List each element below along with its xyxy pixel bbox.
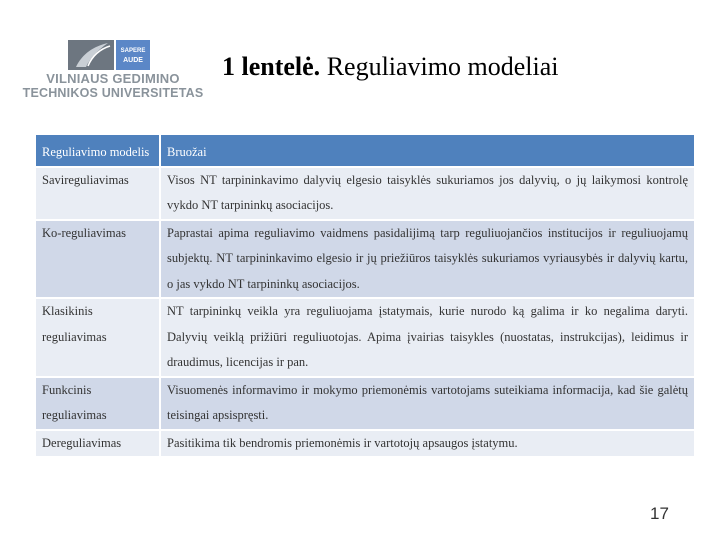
model-cell: Dereguliavimas [35,430,160,458]
table-header-row [35,134,695,167]
regulation-models-table [34,133,696,458]
table-caption: Reguliavimo modeliai [320,52,559,81]
model-cell: Funkcinis reguliavimas [35,377,160,430]
emblem-text-bottom: AUDE [123,57,143,64]
features-cell: Visos NT tarpininkavimo dalyvių elgesio taisyklės sukuriamos jos dalyvių, o jų laikymosi kontrolę vykdo NT tarpininkų asociacijos. [160,167,695,220]
page-number: 17 [650,504,669,523]
emblem-text-top: SAPERE [120,48,146,54]
table-row [35,298,695,377]
table-number: 1 lentelė. [222,52,321,81]
features-cell: NT tarpininkų veikla yra reguliuojama įstatymais, kurie nurodo ką galima ir ko negalima daryti. Dalyvių veiklą prižiūri reguliuotojas. Apima įvairias taisykles (nuostatas, instrukcijas), leidimus ir draudimus, licencijas ir pan. [160,298,695,377]
table-row [35,430,695,458]
university-emblem-icon [68,40,150,70]
slide-title [222,52,558,82]
header-model: Reguliavimo modelis [35,134,160,167]
logo-name-line2: TECHNIKOS UNIVERSITETAS [22,86,204,100]
features-cell: Visuomenės informavimo ir mokymo priemonėmis vartotojams suteikiama informacija, kad šie galėtų teisingai apsispręsti. [160,377,695,430]
features-cell: Pasitikima tik bendromis priemonėmis ir vartotojų apsaugos įstatymu. [160,430,695,458]
table-row [35,377,695,430]
model-cell: Klasikinis reguliavimas [35,298,160,377]
model-cell: Ko-reguliavimas [35,220,160,299]
header-features: Bruožai [160,134,695,167]
features-cell: Paprastai apima reguliavimo vaidmens pasidalijimą tarp reguliuojančios institucijos ir reguliuojamų subjektų. NT tarpininkavimo elgesio ir jų priežiūros taisyklės sukuriamos vyriausybės ir dalyvių kartu, o jas vykdo NT tarpininkų asociacijos. [160,220,695,299]
table-row [35,220,695,299]
university-logo [22,40,204,102]
logo-name-line1: VILNIAUS GEDIMINO [46,71,180,86]
table-row [35,167,695,220]
model-cell: Savireguliavimas [35,167,160,220]
